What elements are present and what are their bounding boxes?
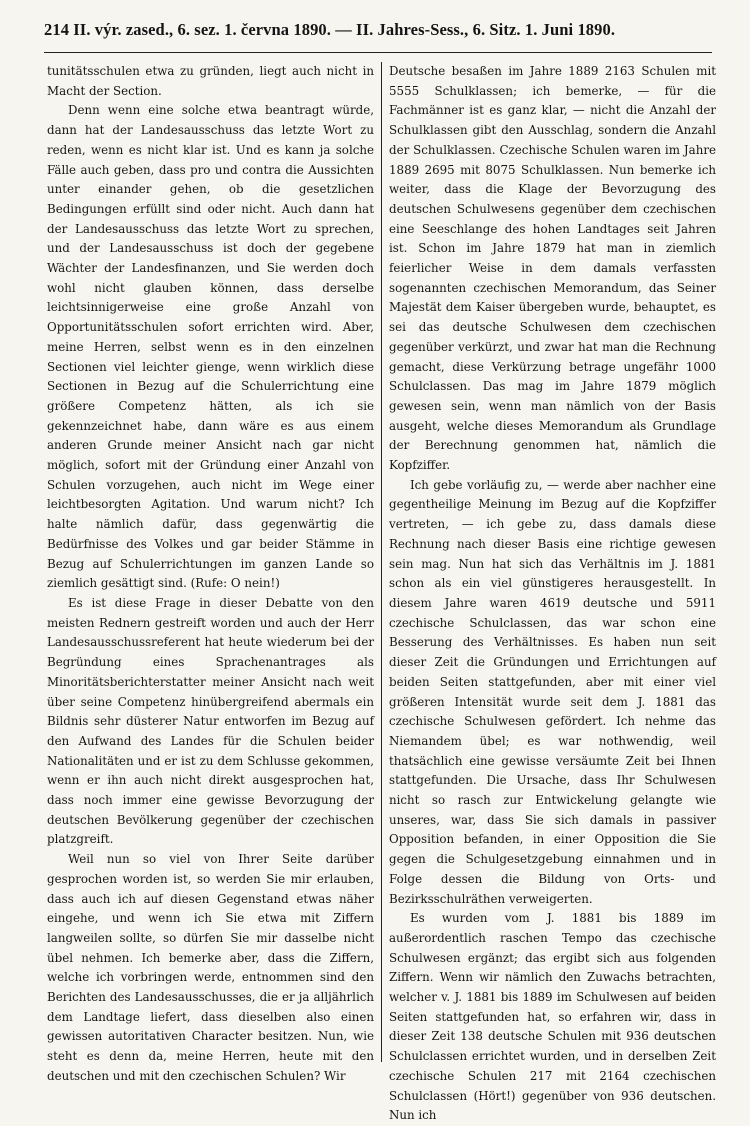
paragraph: Denn wenn eine solche etwa beantragt würde, dann hat der Landesausschuss das letzte Wort zu reden, wenn es nicht klar ist. Und es kann ja solche Fälle auch geben, dass pro und contra die Aussichten unter einander gehen, ob die gesetzlichen Bedingungen erfüllt sind oder nicht. Auch dann hat der Landesausschuss das letzte Wort zu sprechen, und der Landesausschuss ist doch der gegebene Wächter der Landesfinanzen, und Sie werden doch wohl nicht glauben können, dass derselbe leichtsinnigerweise eine große Anzahl von Opportunitätsschulen sofort errichten wird. Aber, meine Herren, selbst wenn es in den einzelnen Sectionen viel leichter gienge, wenn wirklich diese Sectionen in Bezug auf die Schulerrichtung eine größere Competenz hätten, als ich sie gekennzeichnet habe, dann wäre es aus einem anderen Grunde meiner Ansicht nach gar nicht möglich, sofort mit der Gründung einer Anzahl von Schulen vorzugehen, auch nicht im Wege einer leichtbesorgten Agitation. Und warum nicht? Ich halte nämlich dafür, dass gegenwärtig die Bedürfnisse des Volkes und gar beider Stämme in Bezug auf Schulerrichtungen im ganzen Lande so ziemlich gesättigt sind. (Rufe: O nein!) — [47, 103, 374, 591]
paragraph: Ich gebe vorläufig zu, — werde aber nachher eine gegentheilige Meinung im Bezug auf die Kopfziffer vertreten, — ich gebe zu, dass damals diese Rechnung nach dieser Basis eine richtige gewesen sein mag. Nun hat sich das Verhältnis im J. 1881 schon als ein viel günstigeres herausgestellt. In diesem Jahre waren 4619 deutsche und 5911 czechische Schulclassen, das war schon eine Besserung des Verhältnisses. Es haben nun seit dieser Zeit die Gründungen und Errichtungen auf beiden Seiten stattgefunden, aber mit einer viel größeren Intensität wurde seit dem J. 1881 das czechische Schulwesen gefördert. Ich nehme das Niemandem übel; es war nothwendig, weil thatsächlich eine gewisse versäumte Zeit bei Ihnen stattgefunden. Die Ursache, dass Ihr Schulwesen nicht so rasch zur Entwickelung gelangte wie unseres, war, dass Sie sich damals in passiver Opposition befanden, in einer Opposition die Sie gegen die Schulgesetzgebung einnahmen und in Folge dessen die Bildung von Orts- und Bezirksschulräthen verweigerten. — [389, 477, 716, 906]
column-divider — [381, 62, 382, 1062]
paragraph: Es ist diese Frage in dieser Debatte von den meisten Rednern gestreift worden und auch der Herr Landesausschussreferent hat heute wiederum bei der Begründung eines Sprachenantrages als Minoritätsberichterstatter meiner Ansicht nach weit über seine Competenz hinübergreifend abermals ein Bildnis sehr düsterer Natur entworfen im Bezug auf den Aufwand des Landes für die Schulen beider Nationalitäten und er ist zu dem Schlusse gekommen, wenn er ihn auch nicht direkt ausgesprochen hat, dass noch immer eine gewisse Bevorzugung der deutschen Bevölkerung gegenüber der czechischen platzgreift. — [47, 595, 374, 847]
page-header: 214 II. výr. zased., 6. sez. 1. června 1890. — II. Jahres-Sess., 6. Sitz. 1. Juni 1890. — [44, 20, 616, 39]
right-column — [389, 62, 716, 1123]
header-rule — [44, 52, 712, 53]
paragraph: Es wurden vom J. 1881 bis 1889 im außerordentlich raschen Tempo das czechische Schulwesen ergänzt; das ergibt sich aus folgenden Ziffern. Wenn wir nämlich den Zuwachs betrachten, welcher v. J. 1881 bis 1889 im Schulwesen auf beiden Seiten stattgefunden hat, so erfahren wir, dass in dieser Zeit 138 deutsche Schulen mit 936 deutschen Schulclassen errichtet wurden, und in derselben Zeit czechische Schulen 217 mit 2164 czechischen Schulclassen (Hört!) gegenüber von 936 deutschen. Nun ich — [389, 911, 716, 1123]
paragraph: Weil nun so viel von Ihrer Seite darüber gesprochen worden ist, so werden Sie mir erlauben, dass auch ich auf diesen Gegenstand etwas näher eingehe, und wenn ich Sie etwa mit Ziffern langweilen sollte, so dürfen Sie mir dasselbe nicht übel nehmen. Ich bemerke aber, dass die Ziffern, welche ich vorbringen werde, entnommen sind den Berichten des Landesausschusses, die er ja alljährlich dem Landtage liefert, dass dieselben also einen gewissen autoritativen Character besitzen. Nun, wie steht es denn da, meine Herren, heute mit den deutschen und mit den czechischen Schulen? Wir — [47, 852, 374, 1083]
paragraph: tunitätsschulen etwa zu gründen, liegt auch nicht in Macht der Section. — [47, 64, 374, 98]
left-column — [47, 62, 374, 1082]
paragraph: Deutsche besaßen im Jahre 1889 2163 Schulen mit 5555 Schulklassen; ich bemerke, — für die Fachmänner ist es ganz klar, — nicht die Anzahl der Schulklassen gibt den Ausschlag, sondern die Anzahl der Schulklassen. Czechische Schulen waren im Jahre 1889 2695 mit 8075 Schulklassen. Nun bemerke ich weiter, dass die Klage der Bevorzugung des deutschen Schulwesens gegenüber dem czechischen eine Seeschlange des hohen Landtages seit Jahren ist. Schon im Jahre 1879 hat man in ziemlich feierlicher Weise in dem damals verfassten sogenannten czechischen Memorandum, das Seiner Majestät dem Kaiser übergeben wurde, behauptet, es sei das deutsche Schulwesen dem czechischen gegenüber verkürzt, und zwar hat man die Rechnung gemacht, diese Verkürzung betrage ungefähr 1000 Schulclassen. Das mag im Jahre 1879 möglich gewesen sein, wenn man nämlich von der Basis ausgeht, welche dieses Memorandum als Grundlage der Berechnung genommen hat, nämlich die Kopfziffer. — [389, 64, 716, 473]
